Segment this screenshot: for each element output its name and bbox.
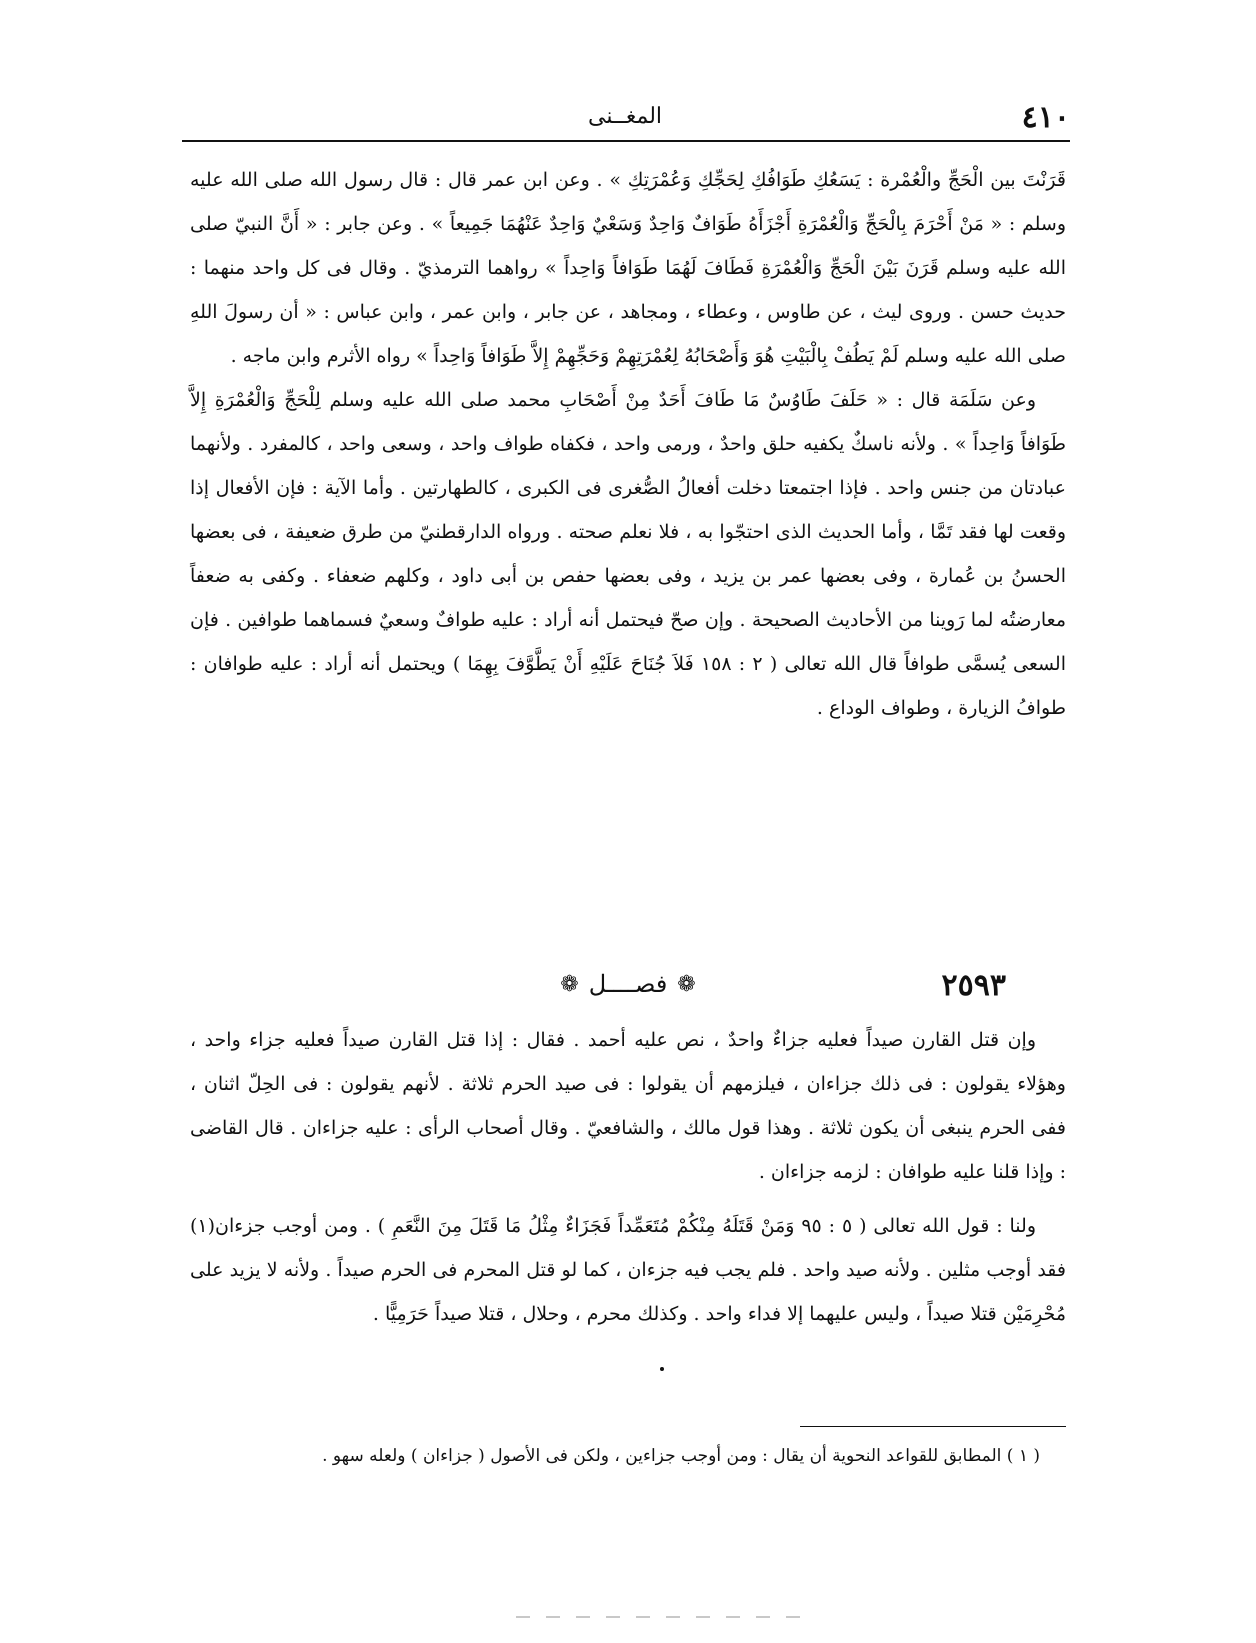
paragraph: قَرَنْتَ بين الْحَجِّ والْعُمْرة : يَسَعُكِ طَوَافُكِ لِحَجِّكِ وَعُمْرَتِكِ » . وعن ابن عمر قال : قال رسول الله صلى الله عليه وسلم : « مَنْ أَحْرَمَ بِالْحَجِّ وَالْعُمْرَةِ أَجْزَأَهُ طَوَافٌ وَاحِدٌ وَسَعْيٌ وَاحِدٌ عَنْهُمَا جَمِيعاً » . وعن جابر : « أَنَّ النبيّ صلى الله عليه وسلم قَرَنَ بَيْنَ الْحَجِّ وَالْعُمْرَةِ فَطَافَ لَهُمَا طَوَافاً وَاحِداً » رواهما الترمذيّ . وقال فى كل واحد منهما : حديث حسن . وروى ليث ، عن طاوس ، وعطاء ، ومجاهد ، عن جابر ، وابن عمر ، وابن عباس : « أن رسولَ اللهِ صلى الله عليه وسلم لَمْ يَطُفْ بِالْبَيْتِ هُوَ وَأَصْحَابُهُ لِعُمْرَتِهِمْ وَحَجِّهِمْ إِلاَّ طَوَافاً وَاحِداً » رواه الأثرم وابن ماجه . bbox=[190, 169, 1066, 367]
ornament-icon: ❁ bbox=[677, 971, 696, 997]
scan-artifact bbox=[500, 1616, 800, 1618]
ornament-icon: ❁ bbox=[560, 971, 579, 997]
section-number: ٢٥٩٣ bbox=[941, 968, 1006, 1003]
paragraph: وعن سَلَمَة قال : « حَلَفَ طَاوُسٌ مَا طَافَ أَحَدٌ مِنْ أَصْحَابِ محمد صلى الله عليه وسلم لِلْحَجِّ وَالْعُمْرَةِ إِلاَّ طَوَافاً وَاحِداً » . ولأنه ناسكٌ يكفيه حلق واحدٌ ، ورمى واحد ، فكفاه طواف واحد ، وسعى واحد ، كالمفرد . ولأنهما عبادتان من جنس واحد . فإذا اجتمعتا دخلت أفعالُ الصُّغرى فى الكبرى ، كالطهارتين . وأما الآية : فإن الأفعال إذا وقعت لها فقد تَمَّا ، وأما الحديث الذى احتجّوا به ، فلا نعلم صحته . ورواه الدارقطنيّ من طرق ضعيفة ، فى بعضها الحسنُ بن عُمارة ، وفى بعضها عمر بن يزيد ، وفى بعضها حفص بن أبى داود ، وكلهم ضعفاء . وكفى به ضعفاً معارضتُه لما رَوينا من الأحاديث الصحيحة . وإن صحّ فيحتمل أنه أراد : عليه طوافٌ وسعيٌ فسماهما طوافين . فإن السعى يُسمَّى طوافاً قال الله تعالى ( ٢ : ١٥٨ فَلاَ جُنَاحَ عَلَيْهِ أَنْ يَطَّوَّفَ بِهِمَا ) ويحتمل أنه أراد : عليه طوافان : طوافُ الزيارة ، وطواف الوداع . bbox=[190, 389, 1066, 719]
footnote: ( ١ ) المطابق للقواعد النحوية أن يقال : ومن أوجب جزاءين ، ولكن فى الأصول ( جزاءان ) ولعله سهو . bbox=[322, 1446, 1040, 1466]
print-speck bbox=[660, 1367, 664, 1371]
section-title: فصــــل bbox=[588, 970, 668, 998]
paragraph: وإن قتل القارن صيداً فعليه جزاءٌ واحدٌ ، نص عليه أحمد . فقال : إذا قتل القارن صيداً فعليه جزاء واحد ، وهؤلاء يقولون : فى ذلك جزاءان ، فيلزمهم أن يقولوا : فى صيد الحرم ثلاثة . لأنهم يقولون : فى الحِلّ اثنان ، ففى الحرم ينبغى أن يكون ثلاثة . وهذا قول مالك ، والشافعيّ . وقال أصحاب الرأى : عليه جزاءان . قال القاضى : وإذا قلنا عليه طوافان : لزمه جزاءان . bbox=[190, 1029, 1066, 1183]
section-heading bbox=[190, 966, 1066, 1014]
main-text bbox=[190, 158, 1066, 730]
paragraph: ولنا : قول الله تعالى ( ٥ : ٩٥ وَمَنْ قَتَلَهُ مِنْكُمْ مُتَعَمِّداً فَجَزَاءٌ مِثْلُ مَا قَتَلَ مِنَ النَّعَمِ ) . ومن أوجب جزءان(١) فقد أوجب مثلين . ولأنه صيد واحد . فلم يجب فيه جزءان ، كما لو قتل المحرم فى الحرم صيداً . ولأنه لا يزيد على مُحْرِمَيْن قتلا صيداً ، وليس عليهما إلا فداء واحد . وكذلك محرم ، وحلال ، قتلا صيداً حَرَمِيًّا . bbox=[190, 1215, 1066, 1325]
header-rule bbox=[182, 140, 1070, 142]
section-text bbox=[190, 1018, 1066, 1336]
footnote-rule bbox=[800, 1426, 1066, 1427]
running-title: المغــنى bbox=[587, 104, 663, 129]
section-title-group bbox=[560, 970, 695, 998]
page-number: ٤١٠ bbox=[1021, 100, 1070, 135]
page-header bbox=[180, 100, 1070, 144]
footnotes bbox=[190, 1438, 1066, 1474]
